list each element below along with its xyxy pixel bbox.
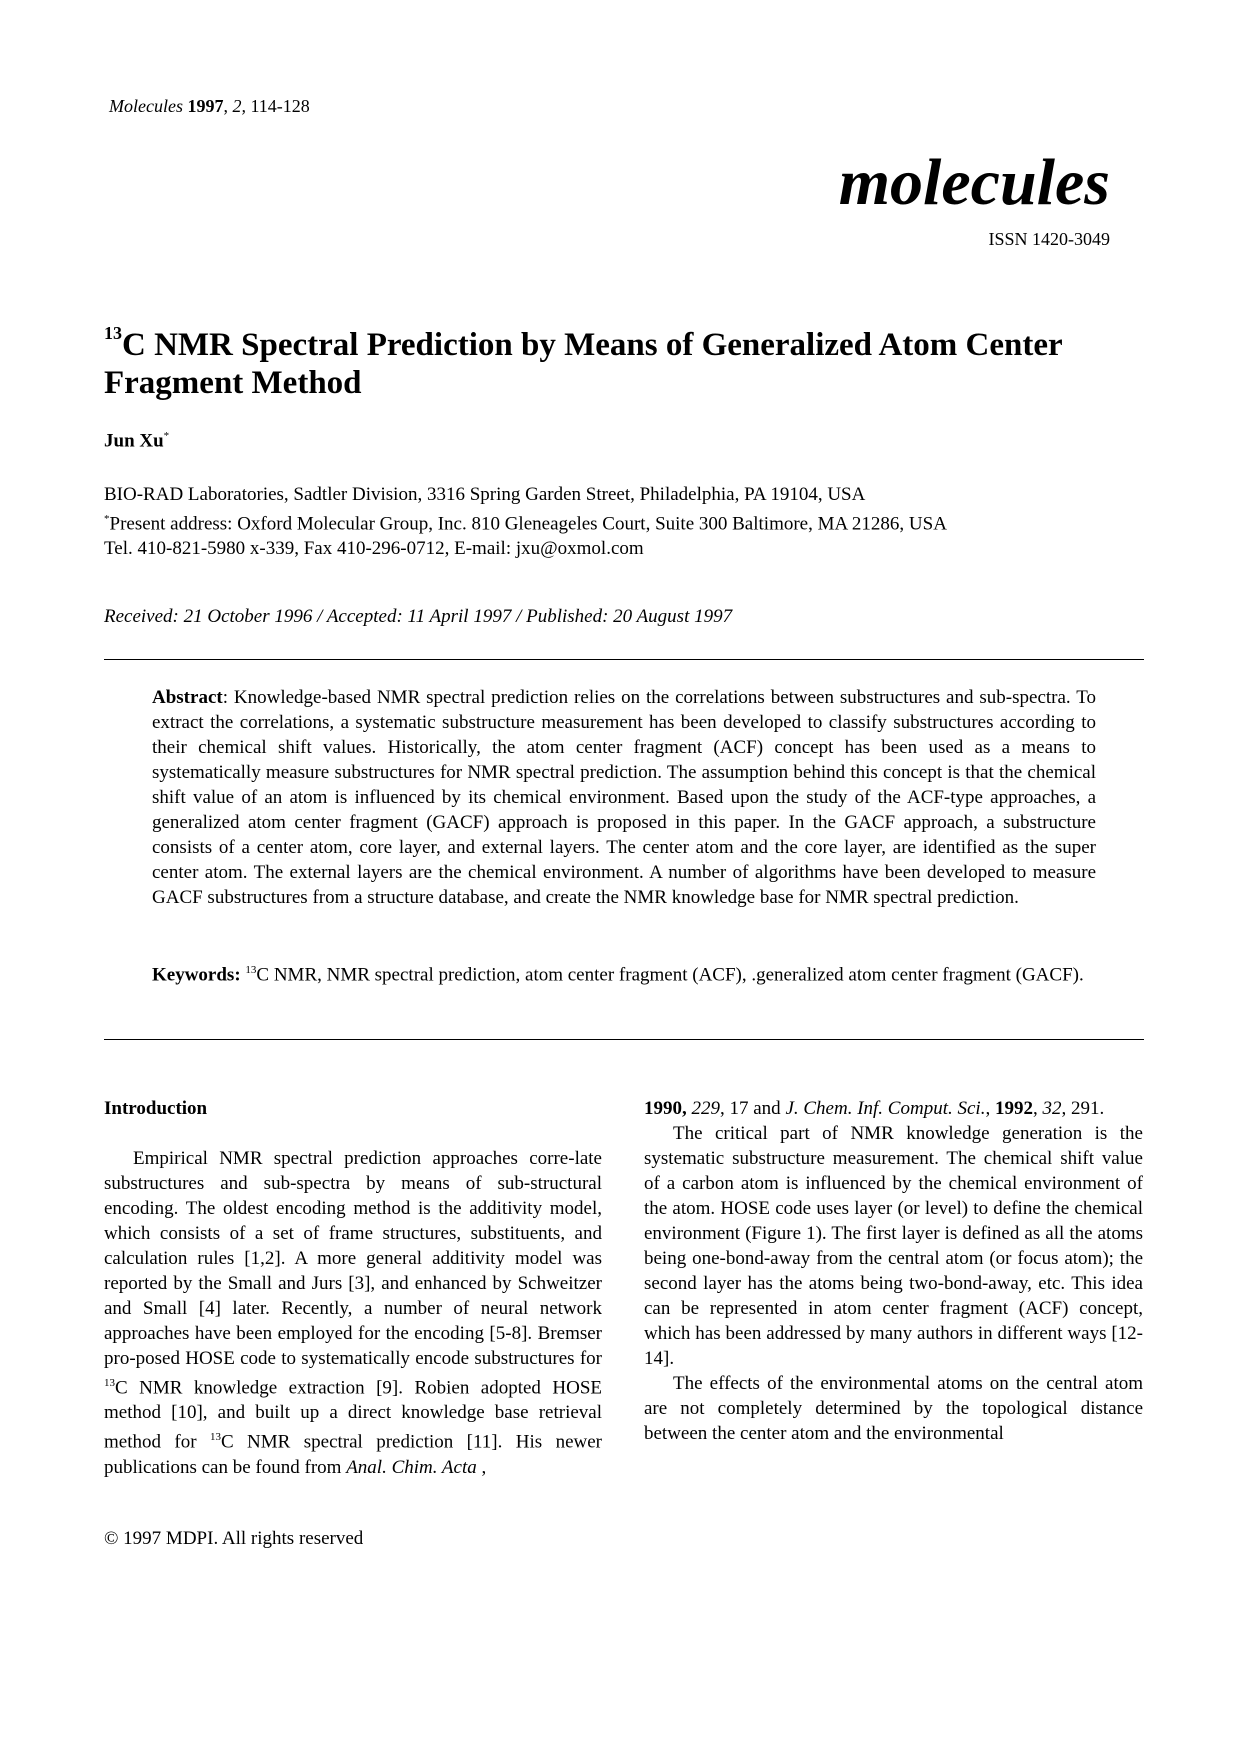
intro-paragraph-3: The effects of the environmental atoms on the central atom are not completely determined by the topological distance between the center atom and the environmental <box>644 1373 1143 1444</box>
section-heading: Introduction <box>104 1098 208 1119</box>
p1-superscript-1: 13 <box>104 1377 115 1389</box>
affiliation-line-2-text: Present address: Oxford Molecular Group, Inc. 810 Gleneageles Court, Suite 300 Baltimore, MA 21286, USA <box>109 513 947 535</box>
affiliation-line-1: BIO-RAD Laboratories, Sadtler Division, 3316 Spring Garden Street, Philadelphia, PA 19104, USA <box>104 484 866 505</box>
journal-citation: Molecules 1997, 2, 114-128 <box>109 96 310 116</box>
bottom-divider <box>104 1039 1144 1040</box>
title-text: C NMR Spectral Prediction by Means of Generalized Atom Center Fragment Method <box>104 327 1063 401</box>
keywords-superscript: 13 <box>245 964 257 976</box>
p2-text-c: , <box>1032 1098 1043 1119</box>
abstract <box>152 685 1096 910</box>
p1-superscript-2: 13 <box>209 1431 221 1444</box>
author <box>104 430 169 452</box>
copyright-notice: © 1997 MDPI. All rights reserved <box>104 1528 364 1549</box>
p2-text-b: , <box>985 1098 995 1119</box>
intro-paragraph-2: The critical part of NMR knowledge generation is the systematic substructure measurement. The chemical shift value of a carbon atom is influenced by the chemical environment of the atom. HOSE code uses layer (or level) to define the chemical environment (Figure 1). The first layer is defined as all the atoms being one-bond-away from the central atom (or focus atom); the second layer has the atoms being two-bond-away, etc. This idea can be represented in atom center fragment (ACF) concept, which has been addressed by many authors in different ways [12-14]. <box>644 1123 1143 1369</box>
citation-year: 1997 <box>187 96 224 116</box>
keywords <box>152 958 1096 987</box>
ref-year-1: 1990, <box>644 1098 687 1119</box>
paper-title <box>104 318 1104 402</box>
top-divider <box>104 659 1144 660</box>
p1-text-c: C NMR spectral prediction [11]. His newer publications can be found from <box>104 1431 602 1478</box>
abstract-text: : Knowledge-based NMR spectral prediction relies on the correlations between substructures and sub-spectra. To extract the correlations, a systematic substructure measurement has been developed to classify substructures according to their chemical shift values. Historically, the atom center fragment (ACF) concept has been used as a means to systematically measure substructures for NMR spectral prediction. The assumption behind this concept is that the chemical shift value of an atom is influenced by its chemical environment. Based upon the study of the ACF-type approaches, a generalized atom center fragment (GACF) approach is proposed in this paper. In the GACF approach, a substructure consists of a center atom, core layer, and external layers. The center atom and the core layer, are identified as the super center atom. The external layers are the chemical environment. A number of algorithms have been developed to measure GACF substructures from a structure database, and create the NMR knowledge base for NMR spectral prediction. <box>152 687 1096 908</box>
intro-paragraph-1-continued <box>644 1096 1143 1121</box>
title-superscript: 13 <box>104 323 122 343</box>
p1-journal-ref: Anal. Chim. Acta <box>346 1456 477 1478</box>
p2-text-a: , 17 and <box>720 1098 786 1119</box>
p2-text-d: , 291. <box>1061 1098 1105 1119</box>
citation-pages: 114-128 <box>250 96 310 116</box>
ref-journal-2: J. Chem. Inf. Comput. Sci. <box>785 1098 986 1119</box>
p1-text-a: Empirical NMR spectral prediction approaches corre-late substructures and sub-spectra by means of sub-structural encoding. The oldest encoding method is the additivity model, which consists of a set of frame structures, substituents, and calculation rules [1,2]. A more general additivity model was reported by the Small and Jurs [3], and enhanced by Schweitzer and Small [4] later. Recently, a number of neural network approaches have been employed for the encoding [5-8]. Bremser pro-posed HOSE code to systematically encode substructures for <box>104 1148 602 1369</box>
right-column <box>644 1096 1143 1446</box>
citation-volume: 2, <box>232 96 246 116</box>
author-mark: * <box>163 430 170 442</box>
left-column <box>104 1096 602 1480</box>
publication-dates: Received: 21 October 1996 / Accepted: 11 April 1997 / Published: 20 August 1997 <box>104 606 733 627</box>
affiliation-line-2 <box>104 507 947 536</box>
affiliation-line-3: Tel. 410-821-5980 x-339, Fax 410-296-0712, E-mail: jxu@oxmol.com <box>104 538 644 560</box>
issn: ISSN 1420-3049 <box>988 229 1110 249</box>
ref-volume-1: 229 <box>691 1098 720 1119</box>
journal-logo: molecules <box>838 146 1110 219</box>
affiliation-mark: * <box>104 513 110 525</box>
ref-year-2: 1992 <box>994 1098 1033 1119</box>
keywords-text: C NMR, NMR spectral prediction, atom center fragment (ACF), .generalized atom center fragment (GACF). <box>256 964 1084 986</box>
affiliation <box>104 482 947 561</box>
ref-volume-2: 32 <box>1042 1098 1062 1119</box>
intro-paragraph-1 <box>104 1146 602 1480</box>
p1-text-d: , <box>476 1456 487 1478</box>
p1-text-b: C NMR knowledge extraction [9]. Robien adopted HOSE method [10], and built up a direct knowledge base retrieval method for <box>104 1377 602 1453</box>
keywords-label: Keywords: <box>152 964 241 986</box>
citation-journal: Molecules <box>109 96 183 116</box>
abstract-label: Abstract <box>152 687 223 708</box>
author-name: Jun Xu <box>104 430 164 452</box>
